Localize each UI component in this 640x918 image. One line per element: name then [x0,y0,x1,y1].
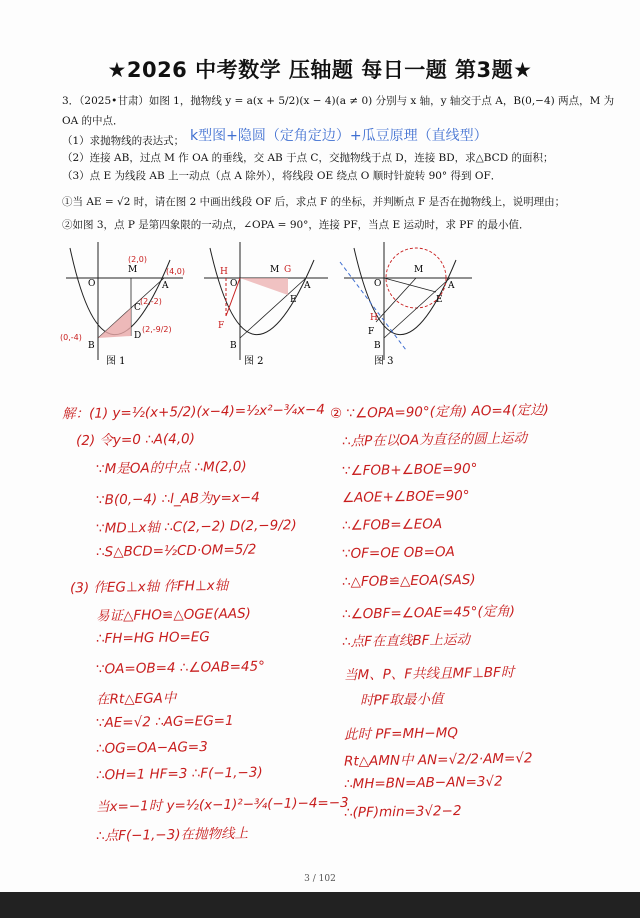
solution-right-line-9: ∴点F在直线BF上运动 [341,631,471,651]
solution-left-line-9: ∴FH=HG HO=EG [95,629,210,647]
solution-right-line-5: ∴∠FOB=∠EOA [341,516,443,534]
svg-text:F: F [218,321,225,331]
figure-2 [204,242,328,360]
svg-text:B: B [374,341,381,351]
svg-text:G: G [284,265,292,275]
solution-right-line-7: ∴△FOB≌△EOA(SAS) [341,571,476,591]
svg-text:E: E [290,295,297,305]
fig1-note-a: (4,0) [166,267,185,276]
page-number: 3 / 102 [304,874,336,884]
solution-right-line-6: ∵OF=OE OB=OA [341,544,455,562]
svg-text:H: H [220,267,228,277]
solution-left-line-3: ∵M是OA的中点 ∴M(2,0) [95,458,247,478]
svg-text:E: E [436,295,443,305]
solution-left-line-15: 当x=−1时 y=½(x−1)²−¾(−1)−4=−3 [95,794,349,816]
figure-1 [66,242,183,360]
svg-text:O: O [374,279,382,289]
solution-right-line-12: 此时 PF=MH−MQ [343,725,459,743]
svg-text:M: M [414,265,424,275]
solution-left-line-14: ∴OH=1 HF=3 ∴F(−1,−3) [95,764,263,784]
figures-row [58,240,478,368]
problem-line-1: 3．（2025•甘肃）如图 1，抛物线 y = a(x + 5/2)(x − 4)(a ≠ 0) 分别与 x 轴，y 轴交于点 A，B(0,−4) 两点，M 为 [62,95,615,107]
svg-text:M: M [270,265,280,275]
svg-text:O: O [230,279,238,289]
solution-right-line-4: ∠AOE+∠BOE=90° [341,487,470,507]
solution-left-line-1: 解：(1) y=½(x+5/2)(x−4)=½x²−¾x−4 [61,401,326,423]
figure-1-label: 图 1 [106,356,126,367]
svg-text:H: H [370,313,378,323]
solution-left-line-7: (3) 作EG⊥x轴 作FH⊥x轴 [69,577,229,597]
svg-text:A: A [162,281,169,291]
figure-3 [340,242,472,360]
solution-right-line-11: 时PF取最小值 [359,691,444,709]
solution-left-line-6: ∴S△BCD=½CD·OM=5/2 [95,541,257,561]
solution-left-line-11: 在Rt△EGA中 [95,690,177,708]
method-tag: k型图+隐圆（定角定边）+瓜豆原理（直线型） [190,128,488,144]
fig1-note-m: (2,0) [128,255,147,264]
svg-text:C: C [134,303,141,313]
svg-text:A: A [448,281,455,291]
solution-left-line-10: ∵OA=OB=4 ∴∠OAB=45° [95,658,266,678]
subquestion-1: ①当 AE = √2 时，请在图 2 中画出线段 OF 后，求点 F 的坐标，并判断点 F 是否在抛物线上，说明理由； [62,196,566,208]
subquestion-2: ②如图 3，点 P 是第四象限的一动点，∠OPA = 90°，连接 PF，当点 E 运动时，求 PF 的最小值． [62,219,530,231]
problem-line-2: OA 的中点． [62,115,124,127]
solution-left-line-4: ∵B(0,−4) ∴l_AB为y=x−4 [95,489,260,509]
svg-text:A: A [304,281,311,291]
question-2: （2）连接 AB，过点 M 作 OA 的垂线，交 AB 于点 C，交抛物线于点 D，连接 BD，求△BCD 的面积； [62,152,554,164]
viewer-bottom-bar [0,892,640,918]
solution-right-line-15: ∴(PF)min=3√2−2 [343,802,462,822]
solution-left-line-2: (2) 令y=0 ∴A(4,0) [75,430,196,450]
fig1-note-b: (0,-4) [60,333,82,342]
solution-right-line-3: ∵∠FOB+∠BOE=90° [341,460,478,480]
solution-right-line-13: Rt△AMN中 AN=√2/2·AM=√2 [343,750,533,770]
figure-2-label: 图 2 [244,356,264,367]
question-1: （1）求抛物线的表达式； [62,135,185,147]
solution-right-line-1: ② ∵∠OPA=90°(定角) AO=4(定边) [329,402,549,422]
question-3: （3）点 E 为线段 AB 上一动点（点 A 除外），将线段 OE 绕点 O 顺时针旋转 90° 得到 OF． [62,170,502,182]
solution-left-line-13: ∴OG=OA−AG=3 [95,739,208,757]
svg-text:B: B [88,341,95,351]
svg-text:O: O [88,279,96,289]
solution-right-line-2: ∴点P在以OA为直径的圆上运动 [341,430,528,450]
svg-text:D: D [134,331,142,341]
fig1-note-d: (2,-9/2) [142,325,172,334]
svg-text:F: F [368,327,375,337]
page-title: ★2026 中考数学 压轴题 每日一题 第3题★ [107,58,533,82]
solution-left-line-12: ∵AE=√2 ∴AG=EG=1 [95,712,234,732]
figures-svg [58,240,478,368]
fig1-note-c: (2,-2) [140,297,162,306]
solution-left-line-5: ∵MD⊥x轴 ∴C(2,−2) D(2,−9/2) [95,517,297,537]
figure-3-label: 图 3 [374,356,394,367]
svg-text:M: M [128,265,138,275]
solution-left-line-8: 易证△FHO≌△OGE(AAS) [95,605,251,625]
solution-right-line-14: ∴MH=BN=AB−AN=3√2 [343,773,503,793]
solution-right-line-8: ∴∠OBF=∠OAE=45°(定角) [341,603,516,623]
solution-right-line-10: 当M、P、F共线且MF⊥BF时 [343,664,515,684]
svg-text:B: B [230,341,237,351]
solution-left-line-16: ∴点F(−1,−3)在抛物线上 [95,825,249,845]
